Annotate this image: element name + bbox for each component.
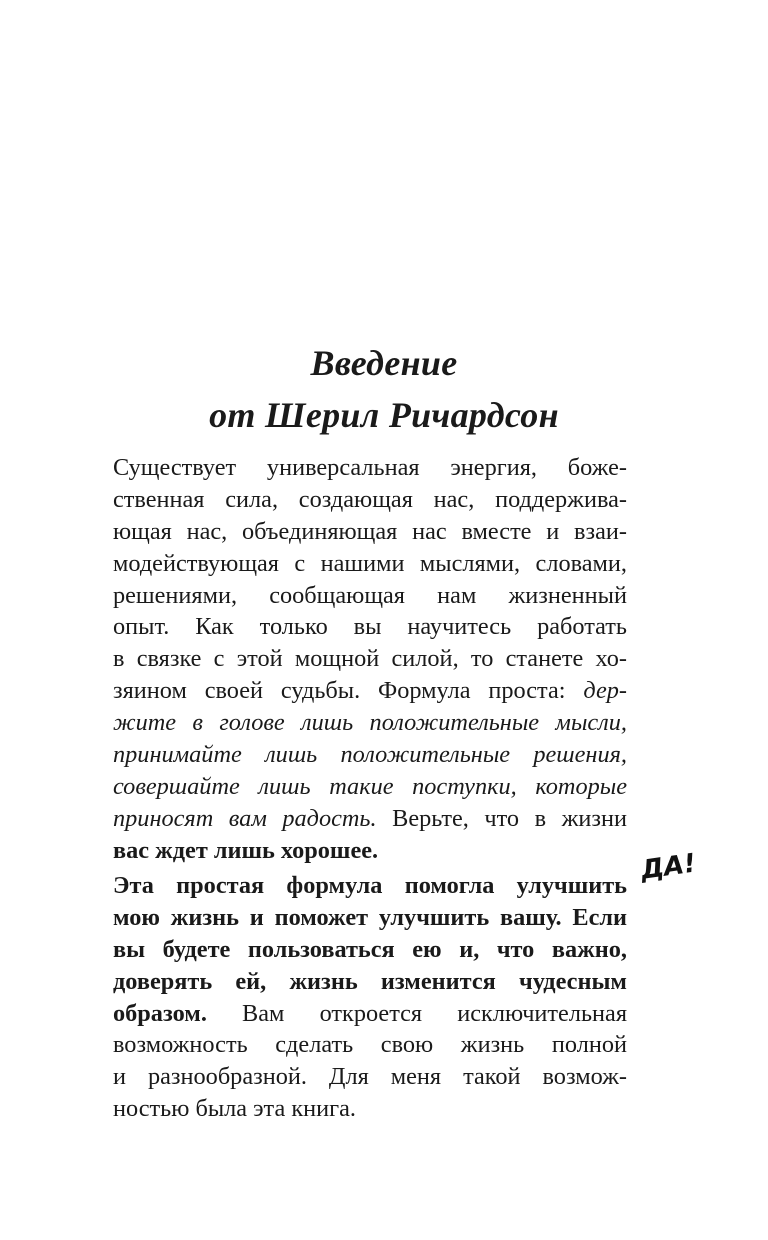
text-segment: принимайте лишь положительные решения, <box>113 741 627 769</box>
text-line <box>113 902 627 934</box>
text-segment: модействующая с нашими мыслями, словами, <box>113 549 627 577</box>
handwritten-margin-note: ДА! <box>638 848 698 886</box>
text-line <box>113 675 627 707</box>
text-segment: Существует универсальная энергия, боже- <box>113 454 627 481</box>
text-segment: совершайте лишь такие поступки, которые <box>113 772 627 800</box>
text-line <box>113 1061 627 1093</box>
text-line <box>113 548 627 580</box>
text-line <box>113 516 627 548</box>
paragraph-2 <box>113 870 627 1125</box>
paragraph-1 <box>113 452 627 867</box>
text-segment: возможность сделать свою жизнь полной <box>113 1031 627 1059</box>
text-line <box>113 1029 627 1061</box>
text-line <box>113 643 627 675</box>
text-segment: доверять ей, жизнь изменится чудесным <box>113 967 627 995</box>
text-segment: вы будете пользоваться ею и, что важно, <box>113 935 627 963</box>
text-line <box>113 580 627 612</box>
text-segment: опыт. Как только вы научитесь работать <box>113 613 627 641</box>
text-segment: в связке с этой мощной силой, то станете хо- <box>113 645 627 673</box>
text-segment: Вам откроется исключительная <box>206 999 627 1027</box>
heading-line-2: от Шерил Ричардсон <box>209 395 559 435</box>
text-line <box>113 452 627 484</box>
text-segment: дер- <box>583 677 627 705</box>
text-line <box>113 611 627 643</box>
text-segment: Верьте, что в жизни <box>376 804 627 832</box>
text-line <box>113 870 627 902</box>
text-line <box>113 771 627 803</box>
text-line <box>113 484 627 516</box>
text-line <box>113 966 627 998</box>
text-segment: и разнообразной. Для меня такой возмож- <box>113 1063 627 1091</box>
text-line <box>113 998 627 1030</box>
text-segment: образом. <box>113 999 207 1027</box>
text-line <box>113 835 627 867</box>
text-segment: вас ждет лишь хорошее. <box>113 836 379 864</box>
text-segment: решениями, сообщающая нам жизненный <box>113 581 627 609</box>
text-line <box>113 707 627 739</box>
heading-line-1: Введение <box>310 343 458 383</box>
text-segment: ственная сила, создающая нас, поддержива- <box>113 485 627 513</box>
text-line <box>113 934 627 966</box>
text-line <box>113 1093 627 1125</box>
text-line <box>113 803 627 835</box>
text-segment: жите в голове лишь положительные мысли, <box>113 709 627 737</box>
text-segment: ностью была эта книга. <box>113 1095 356 1123</box>
text-segment: ющая нас, объединяющая нас вместе и взаи- <box>113 517 627 545</box>
text-line <box>113 739 627 771</box>
text-segment: зяином своей судьбы. Формула проста: <box>113 677 584 705</box>
text-segment: приносят вам радость. <box>113 804 377 832</box>
text-segment: Эта простая формула помогла улучшить <box>113 872 627 899</box>
text-segment: мою жизнь и поможет улучшить вашу. Если <box>113 903 627 931</box>
